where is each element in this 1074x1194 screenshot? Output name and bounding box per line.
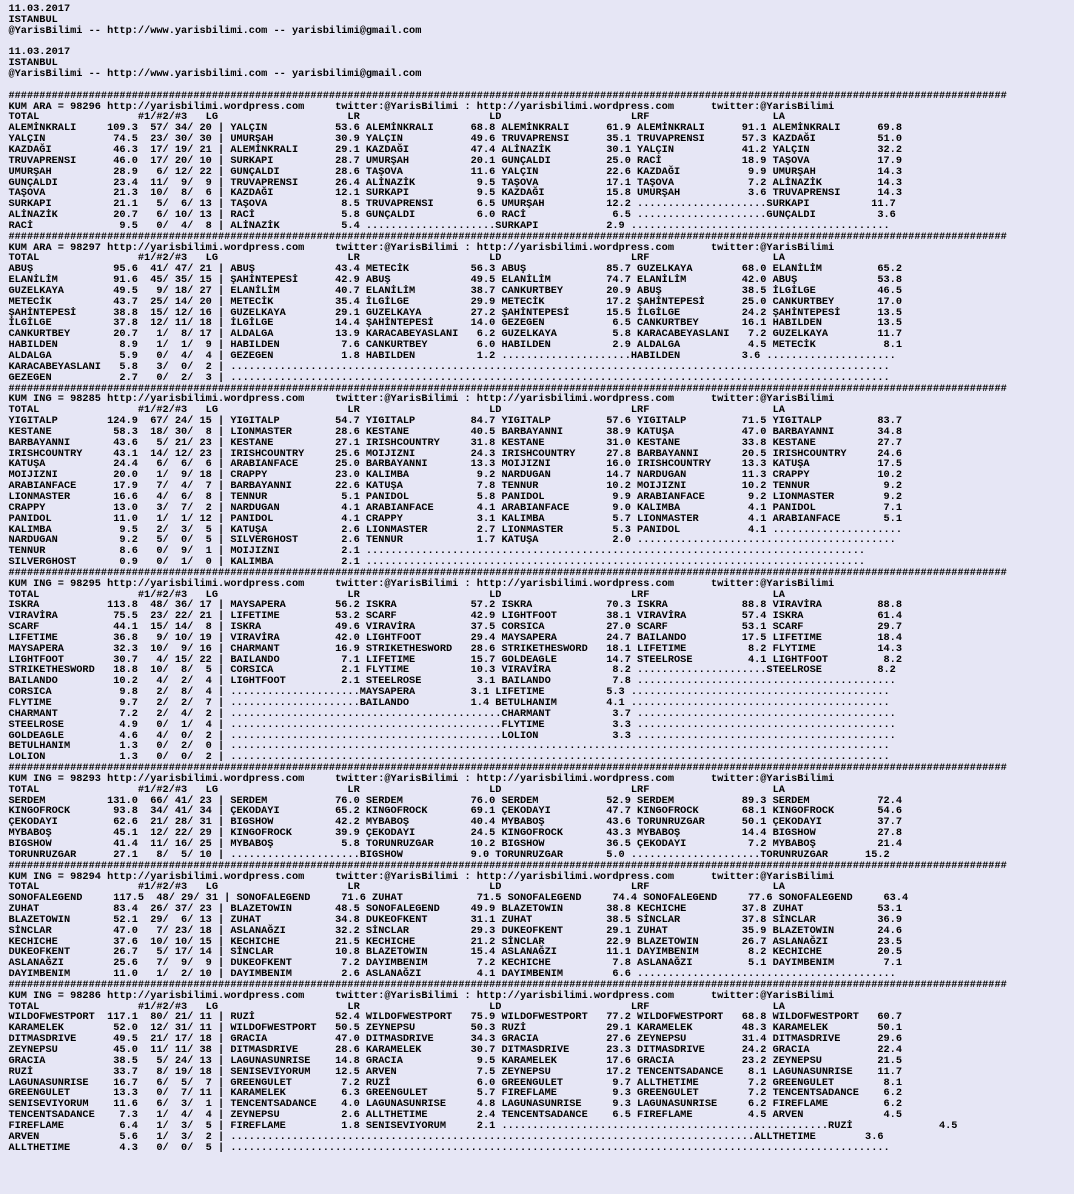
separator-line: ################################################################################################################################################################## bbox=[8, 978, 1007, 990]
race-title: KUM ARA = 98296 http://yarisbilimi.wordpress.com twitter:@YarisBilimi : http://yarisbilimi.wordpress.com twitter:@YarisBilimi bbox=[8, 100, 835, 112]
table-row: RACİ 9.5 0/ 4/ 8 | ALİNAZİK 5.4 .....................SURKAPI 2.9 .......................................... bbox=[8, 219, 890, 231]
table-row: MYBABOŞ 45.1 12/ 22/ 29 | KINGOFROCK 39.9 ÇEKODAYI 24.5 KINGOFROCK 43.3 MYBABOŞ 14.4 BIGSHOW 27.8 bbox=[8, 827, 903, 839]
table-row: TRUVAPRENSI 46.0 17/ 20/ 10 | SURKAPI 28.7 UMURŞAH 20.1 GUNÇALDI 25.0 RACİ 18.9 TAŞOVA 17.9 bbox=[8, 154, 903, 166]
table-row: NARDUGAN 9.2 5/ 0/ 5 | SILVERGHOST 2.6 TENNUR 1.7 KATUŞA 2.0 .......................................... bbox=[8, 534, 896, 546]
race-title: KUM ING = 98295 http://yarisbilimi.wordpress.com twitter:@YarisBilimi : http://yarisbilimi.wordpress.com twitter:@YarisBilimi bbox=[8, 577, 835, 589]
column-headers: TOTAL #1/#2/#3 LG LR LD LRF LA bbox=[8, 252, 785, 264]
table-row: TAŞOVA 21.3 10/ 8/ 6 | KAZDAĞI 12.1 SURKAPI 9.5 KAZDAĞI 15.8 UMURŞAH 3.6 TRUVAPRENSI 14.3 bbox=[8, 187, 903, 199]
table-row: WILDOFWESTPORT 117.1 80/ 21/ 11 | RUZİ 52.4 WILDOFWESTPORT 75.9 WILDOFWESTPORT 77.2 WILDOFWESTPORT 68.8 WILDOFWESTPORT 60.7 bbox=[8, 1011, 903, 1023]
table-row: YALÇIN 74.5 23/ 30/ 30 | UMURŞAH 30.9 YALÇIN 49.6 TRUVAPRENSI 35.1 TRUVAPRENSI 57.3 KAZDAĞI 51.0 bbox=[8, 133, 903, 145]
table-row: DUKEOFKENT 26.7 5/ 17/ 14 | SİNCLAR 10.8 BLAZETOWIN 15.4 ASLANAĞZI 11.1 DAYIMBENIM 8.2 KECHICHE 20.5 bbox=[8, 946, 903, 958]
separator-line: ################################################################################################################################################################## bbox=[8, 566, 1007, 578]
table-row: TENCENTSADANCE 7.3 1/ 4/ 4 | ZEYNEPSU 2.6 ALLTHETIME 2.4 TENCENTSADANCE 6.5 FIREFLAME 4.5 ARVEN 4.5 bbox=[8, 1109, 903, 1121]
race-title: KUM ING = 98294 http://yarisbilimi.wordpress.com twitter:@YarisBilimi : http://yarisbilimi.wordpress.com twitter:@YarisBilimi bbox=[8, 870, 835, 882]
table-row: ALLTHETIME 4.3 0/ 0/ 5 | ........................................................................................................... bbox=[8, 1141, 890, 1153]
table-row: KARAMELEK 52.0 12/ 31/ 11 | WILDOFWESTPORT 50.5 ZEYNEPSU 50.3 RUZİ 29.1 KARAMELEK 48.3 KARAMELEK 50.1 bbox=[8, 1022, 903, 1034]
table-row: MOIJIZNI 20.0 1/ 9/ 18 | CRAPPY 23.0 KALIMBA 9.2 NARDUGAN 14.7 NARDUGAN 11.3 CRAPPY 10.2 bbox=[8, 469, 903, 481]
table-row: LIGHTFOOT 30.7 4/ 15/ 22 | BAILANDO 7.1 LIFETIME 15.7 GOLDEAGLE 14.7 STEELROSE 4.1 LIGHTFOOT 8.2 bbox=[8, 653, 903, 665]
table-row: MAYSAPERA 32.3 10/ 9/ 16 | CHARMANT 16.9 STRIKETHESWORD 28.6 STRIKETHESWORD 18.1 LIFETIME 8.2 FLYTIME 14.3 bbox=[8, 642, 903, 654]
table-row: ZUHAT 83.4 26/ 37/ 23 | BLAZETOWIN 48.5 SONOFALEGEND 49.9 BLAZETOWIN 38.8 KECHICHE 37.8 ZUHAT 53.1 bbox=[8, 903, 903, 915]
race-title: KUM ARA = 98297 http://yarisbilimi.wordpress.com twitter:@YarisBilimi : http://yarisbilimi.wordpress.com twitter:@YarisBilimi bbox=[8, 241, 835, 253]
separator-line: ################################################################################################################################################################## bbox=[8, 859, 1007, 871]
race-title: KUM ING = 98286 http://yarisbilimi.wordpress.com twitter:@YarisBilimi : http://yarisbilimi.wordpress.com twitter:@YarisBilimi bbox=[8, 989, 835, 1001]
separator-line: ################################################################################################################################################################## bbox=[8, 762, 1007, 774]
table-row: YIGITALP 124.9 67/ 24/ 15 | YIGITALP 54.7 YIGITALP 84.7 YIGITALP 57.6 YIGITALP 71.5 YIGITALP 83.7 bbox=[8, 415, 903, 427]
header-line: 11.03.2017 bbox=[8, 3, 71, 14]
table-row: ALEMİNKRALI 109.3 57/ 34/ 20 | YALÇIN 53.6 ALEMİNKRALI 68.8 ALEMİNKRALI 61.9 ALEMİNKRALI 91.1 ALEMİNKRALI 69.8 bbox=[8, 122, 903, 134]
table-row: CHARMANT 7.2 2/ 4/ 2 | ............................................CHARMANT 3.7 .......................................... bbox=[8, 707, 896, 719]
table-row: BLAZETOWIN 52.1 29/ 6/ 13 | ZUHAT 34.8 DUKEOFKENT 31.1 ZUHAT 38.5 SİNCLAR 37.8 SİNCLAR 36.9 bbox=[8, 913, 903, 925]
table-row: BETULHANIM 1.3 0/ 2/ 0 | ........................................................................................................... bbox=[8, 740, 890, 752]
table-row: KATUŞA 24.4 6/ 6/ 6 | ARABIANFACE 25.0 BARBAYANNI 13.3 MOIJIZNI 16.0 IRISHCOUNTRY 13.3 KATUŞA 17.5 bbox=[8, 458, 903, 470]
table-row: ARABIANFACE 17.9 7/ 4/ 7 | BARBAYANNI 22.6 KATUŞA 7.8 TENNUR 10.2 MOIJIZNI 10.2 TENNUR 9.2 bbox=[8, 480, 903, 492]
table-row: ELANİLİM 91.6 45/ 35/ 15 | ŞAHİNTEPESİ 42.9 ABUŞ 49.5 ELANİLİM 74.7 ELANİLİM 42.0 ABUŞ 53.8 bbox=[8, 274, 903, 286]
table-row: UMURŞAH 28.9 6/ 12/ 22 | GUNÇALDI 28.6 TAŞOVA 11.6 YALÇIN 22.6 KAZDAĞI 9.9 UMURŞAH 14.3 bbox=[8, 165, 903, 177]
separator-line: ################################################################################################################################################################## bbox=[8, 382, 1007, 394]
table-row: KESTANE 58.3 18/ 30/ 8 | LIONMASTER 28.6 KESTANE 40.5 BARBAYANNI 38.9 KATUŞA 47.0 BARBAYANNI 34.8 bbox=[8, 425, 903, 437]
table-row: GUNÇALDI 23.4 11/ 9/ 9 | TRUVAPRENSI 26.4 ALİNAZİK 9.5 TAŞOVA 17.1 TAŞOVA 7.2 ALİNAZİK 14.3 bbox=[8, 176, 903, 188]
table-row: ALİNAZİK 20.7 6/ 10/ 13 | RACİ 5.8 GUNÇALDI 6.0 RACİ 6.5 .....................GUNÇALDI 3.6 bbox=[8, 209, 896, 221]
table-row: DITMASDRIVE 49.5 21/ 17/ 18 | GRACIA 47.0 DITMASDRIVE 34.3 GRACIA 27.6 ZEYNEPSU 31.4 DITMASDRIVE 29.6 bbox=[8, 1033, 903, 1045]
table-row: CORSICA 9.8 2/ 8/ 4 | .....................MAYSAPERA 3.1 LIFETIME 5.3 .......................................... bbox=[8, 686, 890, 698]
header-line: 11.03.2017 bbox=[8, 46, 71, 58]
table-row: SILVERGHOST 0.9 0/ 1/ 0 | KALIMBA 2.1 ................................................................................. bbox=[8, 556, 866, 568]
table-row: LOLION 1.3 0/ 0/ 2 | ........................................................................................................... bbox=[8, 751, 890, 763]
table-row: LIONMASTER 16.6 4/ 6/ 8 | TENNUR 5.1 PANIDOL 5.8 PANIDOL 9.9 ARABIANFACE 9.2 LIONMASTER 9.2 bbox=[8, 490, 903, 502]
table-row: FIREFLAME 6.4 1/ 3/ 5 | FIREFLAME 1.8 SENISEVIYORUM 2.1 .....................................................RUZİ 4.5 bbox=[8, 1119, 958, 1131]
table-row: HABILDEN 8.9 1/ 1/ 9 | HABILDEN 7.6 CANKURTBEY 6.0 HABILDEN 2.9 ALDALGA 4.5 METECİK 8.1 bbox=[8, 339, 903, 351]
table-row: GUZELKAYA 49.5 9/ 18/ 27 | ELANİLİM 40.7 ELANİLİM 38.7 CANKURTBEY 20.9 ABUŞ 38.5 İLGİLGE 46.5 bbox=[8, 284, 903, 296]
table-row: ÇEKODAYI 62.6 21/ 28/ 31 | BIGSHOW 42.2 MYBABOŞ 40.4 MYBABOŞ 43.6 TORUNRUZGAR 50.1 ÇEKODAYI 37.7 bbox=[8, 816, 903, 828]
table-row: SURKAPI 21.1 5/ 6/ 13 | TAŞOVA 8.5 TRUVAPRENSI 6.5 UMURŞAH 12.2 .....................SURKAPI 11.7 bbox=[8, 198, 896, 210]
table-row: STEELROSE 4.9 0/ 1/ 4 | ............................................FLYTIME 3.3 .......................................... bbox=[8, 718, 896, 730]
table-row: KARACABEYASLANI 5.8 3/ 0/ 2 | ........................................................................................................... bbox=[8, 360, 890, 372]
separator-line: ################################################################################################################################################################## bbox=[8, 89, 1007, 101]
table-row: BARBAYANNI 43.6 5/ 21/ 23 | KESTANE 27.1 IRISHCOUNTRY 31.8 KESTANE 31.0 KESTANE 33.8 KESTANE 27.7 bbox=[8, 436, 903, 448]
header-line: ISTANBUL bbox=[8, 13, 58, 25]
table-row: GREENGULET 13.3 0/ 7/ 11 | KARAMELEK 6.3 GREENGULET 5.7 FIREFLAME 9.3 GREENGULET 7.2 TENCENTSADANCE 6.2 bbox=[8, 1087, 903, 1099]
column-headers: TOTAL #1/#2/#3 LG LR LD LRF LA bbox=[8, 881, 785, 893]
table-row: İLGİLGE 37.8 12/ 11/ 18 | İLGİLGE 14.4 ŞAHİNTEPESİ 14.0 GEZEGEN 6.5 CANKURTBEY 16.1 HABILDEN 13.5 bbox=[8, 317, 903, 329]
table-row: PANIDOL 11.0 1/ 1/ 12 | PANIDOL 4.1 CRAPPY 3.1 KALIMBA 5.7 LIONMASTER 4.1 ARABIANFACE 5.1 bbox=[8, 512, 903, 524]
table-row: SCARF 44.1 15/ 14/ 8 | ISKRA 49.6 VIRAVİRA 37.5 CORSICA 27.0 SCARF 53.1 SCARF 29.7 bbox=[8, 621, 903, 633]
column-headers: TOTAL #1/#2/#3 LG LR LD LRF LA bbox=[8, 111, 785, 123]
table-row: GOLDEAGLE 4.6 4/ 0/ 2 | ............................................LOLION 3.3 .......................................... bbox=[8, 729, 896, 741]
table-row: ŞAHİNTEPESİ 38.8 15/ 12/ 16 | GUZELKAYA 29.1 GUZELKAYA 27.2 ŞAHİNTEPESİ 15.5 İLGİLGE 24.2 ŞAHİNTEPESİ 13.5 bbox=[8, 306, 903, 318]
table-row: KECHICHE 37.6 10/ 10/ 15 | KECHICHE 21.5 KECHICHE 21.2 SİNCLAR 22.9 BLAZETOWIN 26.7 ASLANAĞZI 23.5 bbox=[8, 935, 903, 947]
table-row: SİNCLAR 47.0 7/ 23/ 18 | ASLANAĞZI 32.2 SİNCLAR 29.3 DUKEOFKENT 29.1 ZUHAT 35.9 BLAZETOWIN 24.6 bbox=[8, 924, 903, 936]
table-row: ARVEN 5.6 1/ 3/ 2 | .....................................................................................ALLTHETIME 3.6 bbox=[8, 1130, 884, 1142]
table-row: KALIMBA 9.5 2/ 3/ 5 | KATUŞA 2.6 LIONMASTER 2.7 LIONMASTER 5.3 PANIDOL 4.1 ..................... bbox=[8, 523, 903, 535]
column-headers: TOTAL #1/#2/#3 LG LR LD LRF LA bbox=[8, 404, 785, 416]
table-row: TORUNRUZGAR 27.1 8/ 5/ 10 | .....................BIGSHOW 9.0 TORUNRUZGAR 5.0 .....................TORUNRUZGAR 15.2 bbox=[8, 848, 890, 860]
table-row: GRACIA 38.5 5/ 24/ 13 | LAGUNASUNRISE 14.8 GRACIA 9.5 KARAMELEK 17.6 GRACIA 23.2 ZEYNEPSU 21.5 bbox=[8, 1054, 903, 1066]
header-line: @YarisBilimi -- http://www.yarisbilimi.com -- yarisbilimi@gmail.com bbox=[8, 68, 422, 80]
separator-line: ################################################################################################################################################################## bbox=[8, 230, 1007, 242]
column-headers: TOTAL #1/#2/#3 LG LR LD LRF LA bbox=[8, 783, 785, 795]
table-row: DAYIMBENIM 11.0 1/ 2/ 10 | DAYIMBENIM 2.6 ASLANAĞZI 4.1 DAYIMBENIM 6.6 .......................................... bbox=[8, 968, 896, 980]
table-row: ZEYNEPSU 45.0 11/ 11/ 38 | DITMASDRIVE 28.6 KARAMELEK 30.7 DITMASDRIVE 23.3 DITMASDRIVE 24.2 GRACIA 22.4 bbox=[8, 1044, 903, 1055]
table-row: LAGUNASUNRISE 16.7 6/ 5/ 7 | GREENGULET 7.2 RUZİ 6.0 GREENGULET 9.7 ALLTHETIME 7.2 GREENGULET 8.1 bbox=[8, 1076, 903, 1088]
table-row: KINGOFROCK 93.8 34/ 41/ 34 | ÇEKODAYI 65.2 KINGOFROCK 69.1 ÇEKODAYI 47.7 KINGOFROCK 68.1 KINGOFROCK 54.6 bbox=[8, 805, 903, 817]
table-row: RUZİ 33.7 8/ 19/ 18 | SENISEVIYORUM 12.5 ARVEN 7.5 ZEYNEPSU 17.2 TENCENTSADANCE 8.1 LAGUNASUNRISE 11.7 bbox=[8, 1065, 903, 1077]
column-headers: TOTAL #1/#2/#3 LG LR LD LRF LA bbox=[8, 588, 785, 600]
table-row: VIRAVİRA 75.5 23/ 22/ 21 | LIFETIME 53.2 SCARF 42.9 LIGHTFOOT 38.1 VIRAVİRA 57.4 ISKRA 61.4 bbox=[8, 610, 903, 622]
table-row: GEZEGEN 2.7 0/ 2/ 3 | ........................................................................................................... bbox=[8, 371, 890, 383]
race-title: KUM ING = 98285 http://yarisbilimi.wordpress.com twitter:@YarisBilimi : http://yarisbilimi.wordpress.com twitter:@YarisBilimi bbox=[8, 393, 835, 405]
table-row: BIGSHOW 41.4 11/ 16/ 25 | MYBABOŞ 5.8 TORUNRUZGAR 10.2 BIGSHOW 36.5 ÇEKODAYI 7.2 MYBABOŞ 21.4 bbox=[8, 837, 903, 849]
table-row: ABUŞ 95.6 41/ 47/ 21 | ABUŞ 43.4 METECİK 56.3 ABUŞ 85.7 GUZELKAYA 68.0 ELANİLİM 65.2 bbox=[8, 263, 903, 275]
race-title: KUM ING = 98293 http://yarisbilimi.wordpress.com twitter:@YarisBilimi : http://yarisbilimi.wordpress.com twitter:@YarisBilimi bbox=[8, 772, 835, 784]
table-row: KAZDAĞI 46.3 17/ 19/ 21 | ALEMİNKRALI 29.1 KAZDAĞI 47.4 ALİNAZİK 30.1 YALÇIN 41.2 YALÇIN 32.2 bbox=[8, 143, 903, 155]
table-row: METECİK 43.7 25/ 14/ 20 | METECİK 35.4 İLGİLGE 29.9 METECİK 17.2 ŞAHİNTEPESİ 25.0 CANKURTBEY 17.0 bbox=[8, 295, 903, 307]
table-row: BAILANDO 10.2 4/ 2/ 4 | LIGHTFOOT 2.1 STEELROSE 3.1 BAILANDO 7.8 .......................................... bbox=[8, 675, 896, 687]
column-headers: TOTAL #1/#2/#3 LG LR LD LRF LA bbox=[8, 1000, 785, 1012]
table-row: ISKRA 113.8 48/ 36/ 17 | MAYSAPERA 56.2 ISKRA 57.2 ISKRA 70.3 ISKRA 88.8 VIRAVİRA 88.8 bbox=[8, 599, 903, 611]
table-row: SONOFALEGEND 117.5 48/ 29/ 31 | SONOFALEGEND 71.6 ZUHAT 71.5 SONOFALEGEND 74.4 SONOFALEGEND 77.6 SONOFALEGEND 63.4 bbox=[8, 892, 909, 904]
table-row: LIFETIME 36.8 9/ 10/ 19 | VIRAVİRA 42.0 LIGHTFOOT 29.4 MAYSAPERA 24.7 BAILANDO 17.5 LIFETIME 18.4 bbox=[8, 631, 903, 643]
table-row: ALDALGA 5.9 0/ 4/ 4 | GEZEGEN 1.8 HABILDEN 1.2 .....................HABILDEN 3.6 ..................... bbox=[8, 350, 896, 361]
header-line: @YarisBilimi -- http://www.yarisbilimi.com -- yarisbilimi@gmail.com bbox=[8, 24, 422, 36]
table-row: IRISHCOUNTRY 43.1 14/ 12/ 23 | IRISHCOUNTRY 25.6 MOIJIZNI 24.3 IRISHCOUNTRY 27.8 BARBAYANNI 20.5 IRISHCOUNTRY 24.6 bbox=[8, 447, 903, 459]
table-row: TENNUR 8.6 0/ 9/ 1 | MOIJIZNI 2.1 ................................................................................. bbox=[8, 545, 866, 557]
table-row: FLYTIME 9.7 2/ 2/ 7 | .....................BAILANDO 1.4 BETULHANIM 4.1 .......................................... bbox=[8, 697, 890, 708]
table-row: STRIKETHESWORD 18.8 10/ 8/ 5 | CORSICA 2.1 FLYTIME 10.3 VIRAVİRA 8.2 .....................STEELROSE 8.2 bbox=[8, 664, 896, 676]
table-row: SENISEVIYORUM 11.6 6/ 3/ 1 | TENCENTSADANCE 4.0 LAGUNASUNRISE 4.8 LAGUNASUNRISE 9.3 LAGUNASUNRISE 6.2 FIREFLAME 6.2 bbox=[8, 1098, 903, 1110]
table-row: CRAPPY 13.0 3/ 7/ 2 | NARDUGAN 4.1 ARABIANFACE 4.1 ARABIANFACE 9.0 KALIMBA 4.1 PANIDOL 7.1 bbox=[8, 501, 903, 513]
table-row: SERDEM 131.0 66/ 41/ 23 | SERDEM 76.0 SERDEM 76.0 SERDEM 52.9 SERDEM 89.3 SERDEM 72.4 bbox=[8, 794, 903, 806]
table-row: ASLANAĞZI 25.6 7/ 9/ 9 | DUKEOFKENT 7.2 DAYIMBENIM 7.2 KECHICHE 7.8 ASLANAĞZI 5.1 DAYIMBENIM 7.1 bbox=[8, 957, 903, 969]
table-row: CANKURTBEY 20.7 1/ 8/ 17 | ALDALGA 13.9 KARACABEYASLANI 6.2 GUZELKAYA 5.8 KARACABEYASLANI 7.2 GUZELKAYA 11.7 bbox=[8, 328, 903, 340]
header-line: ISTANBUL bbox=[8, 57, 58, 69]
